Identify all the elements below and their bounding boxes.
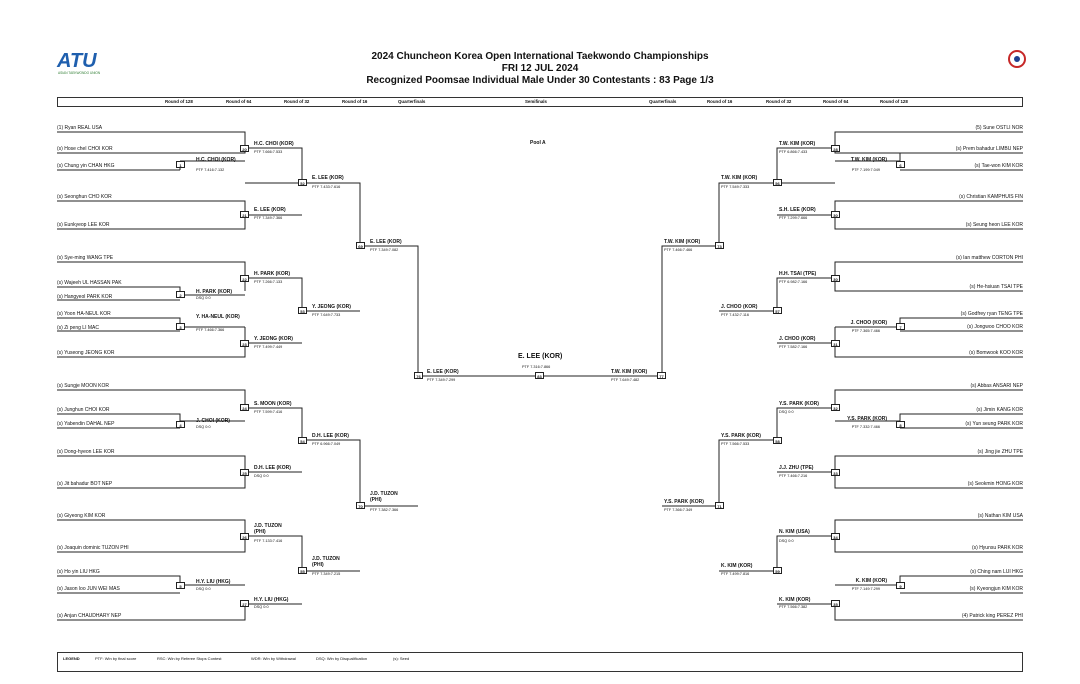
match-score: PTF 7.499:7.449 <box>254 345 283 349</box>
match-winner: H.C. CHOI (KOR) <box>254 141 294 147</box>
match-winner: T.W. KIM (KOR) <box>850 157 887 163</box>
match-number: 35 <box>831 600 840 607</box>
match-number: 69 <box>356 242 365 249</box>
match-number: 34 <box>831 533 840 540</box>
match-score: PTF 7.566:7.533 <box>721 442 750 446</box>
player-entry: (s) Yabendin DAHAL NEP <box>57 421 115 427</box>
match-number: 24 <box>240 404 249 411</box>
pool-label: Pool A <box>530 140 546 146</box>
match-winner: K. KIM (KOR) <box>855 578 887 584</box>
player-entry: (s) Seung heon LEE KOR <box>965 222 1023 228</box>
match-score: PTF 7.149:7.299 <box>851 587 880 591</box>
player-entry: (s) Chung yin CHAN HKG <box>57 163 115 169</box>
round-label: Quarterfinals <box>398 99 426 104</box>
match-score: PTF 7.365:7.466 <box>851 329 880 333</box>
match-score: DSQ 0:0 <box>254 605 269 609</box>
match-number: 2 <box>176 291 185 298</box>
player-entry: (s) Jimin KANG KOR <box>976 407 1023 413</box>
match-number: 1 <box>176 161 185 168</box>
match-score: PTF 7.349:7.366 <box>254 216 283 220</box>
match-winner: S. MOON (KOR) <box>254 401 292 407</box>
match-winner: J. CHOI (KOR) <box>196 418 230 424</box>
match-score: PTF 7.466:7.466 <box>664 248 693 252</box>
match-number: 32 <box>831 404 840 411</box>
match-score: PTF 7.382:7.366 <box>370 508 399 512</box>
match-number: 58 <box>773 437 782 444</box>
match-score: PTF 7.466:7.366 <box>196 328 225 332</box>
champion-name: E. LEE (KOR) <box>518 353 563 360</box>
match-score: PTF 7.499:7.816 <box>721 572 750 576</box>
match-number: 33 <box>831 469 840 476</box>
round-label: Round of 64 <box>823 99 849 104</box>
match-number: 54 <box>298 437 307 444</box>
player-entry: (1) Ryan REAL USA <box>57 125 103 131</box>
match-score: PTF 7.582:7.166 <box>779 345 808 349</box>
player-entry: (4) Patrick king PEREZ PHI <box>961 613 1023 619</box>
match-number: 7 <box>896 323 905 330</box>
match-number: 22 <box>240 275 249 282</box>
match-winner: J.D. TUZON (PHI) <box>312 556 340 568</box>
event-date: FRI 12 JUL 2024 <box>501 63 579 74</box>
player-entry: (s) Jit bahadur BOT NEP <box>57 481 113 487</box>
page-title: 2024 Chuncheon Korea Open International Taekwondo Championships <box>371 51 709 62</box>
player-entry: (s) Abbas ANSARI NEP <box>970 383 1023 389</box>
match-winner: E. LEE (KOR) <box>312 175 344 181</box>
player-entry: (s) Anjan CHAUDHARY NEP <box>57 613 122 619</box>
match-number: 31 <box>831 340 840 347</box>
match-winner: J. CHOO (KOR) <box>721 304 758 310</box>
round-label: Semifinals <box>525 99 547 104</box>
player-entry: (s) Hose chel CHOI KOR <box>57 146 113 152</box>
match-score: PTF 7.466:7.216 <box>779 474 808 478</box>
match-winner: Y.S. PARK (KOR) <box>664 499 704 505</box>
match-score: DSQ 0:0 <box>196 296 211 300</box>
legend-item: WDR: Win by Withdrawal <box>251 656 296 661</box>
match-score: PTF 7.566:7.382 <box>779 605 808 609</box>
match-winner: H.H. TSAI (TPE) <box>779 271 817 277</box>
match-winner: T.W. KIM (KOR) <box>721 175 758 181</box>
player-entry: (s) Christian KAMPHUIS FIN <box>959 194 1023 200</box>
match-number: 52 <box>298 179 307 186</box>
player-entry: (s) Yoon HA-NEUL KOR <box>57 311 111 317</box>
player-entry: (s) He-hsiuan TSAI TPE <box>969 284 1023 290</box>
player-entry: (s) Sungje MOON KOR <box>57 383 109 389</box>
match-number: 30 <box>831 275 840 282</box>
match-number: 8 <box>896 421 905 428</box>
match-winner: S.H. LEE (KOR) <box>779 207 816 213</box>
match-winner: J. CHOO (KOR) <box>850 320 887 326</box>
match-number: 53 <box>298 307 307 314</box>
match-number: 4 <box>176 421 185 428</box>
player-entry: (s) Ho yin LIU HKG <box>57 569 100 575</box>
match-number: 76 <box>414 372 423 379</box>
player-entry: (5) Sune OSTLI NOR <box>975 125 1023 131</box>
match-number: 6 <box>896 161 905 168</box>
match-number: 3 <box>176 323 185 330</box>
match-score: DSQ 0:0 <box>196 587 211 591</box>
player-entry: (s) Junghun CHOI KOR <box>57 407 110 413</box>
match-winner: J.D. TUZON (PHI) <box>370 491 398 503</box>
match-number: 21 <box>240 211 249 218</box>
player-entry: (s) Jing jie ZHU TPE <box>977 449 1023 455</box>
match-score: PTF 7.649:7.733 <box>312 313 341 317</box>
match-score: PTF 7.266:7.133 <box>254 280 283 284</box>
match-score: PTF 7.349:7.082 <box>370 248 399 252</box>
match-score: PTF 7.133:7.416 <box>254 539 283 543</box>
match-number: 26 <box>240 533 249 540</box>
match-winner: Y.S. PARK (KOR) <box>779 401 819 407</box>
match-number: 25 <box>240 469 249 476</box>
player-entry: (s) Bomwook KOO KOR <box>969 350 1023 356</box>
match-number: 28 <box>831 145 840 152</box>
match-winner: H. PARK (KOR) <box>196 289 233 295</box>
match-score: PTF 7.349:7.299 <box>427 378 456 382</box>
final-score: PTF 7.316:7.866 <box>522 365 551 369</box>
match-score: PTF 7.599:7.416 <box>254 410 283 414</box>
match-score: PTF 7.199:7.049 <box>851 168 880 172</box>
match-score: PTF 7.366:7.349 <box>664 508 693 512</box>
round-label: Quarterfinals <box>649 99 677 104</box>
match-score: PTF 7.433:7.616 <box>312 185 341 189</box>
legend-box <box>57 652 1023 672</box>
match-score: DSQ 0:0 <box>779 539 794 543</box>
match-number: 23 <box>240 340 249 347</box>
match-winner: T.W. KIM (KOR) <box>611 369 648 375</box>
player-entry: (s) Godfrey ryan TENG TPE <box>960 311 1023 317</box>
match-winner: H.C. CHOI (KOR) <box>196 157 236 163</box>
player-entry: (s) Dong-hyeon LEE KOR <box>57 449 115 455</box>
player-entry: (s) Seonghun CHO KOR <box>57 194 112 200</box>
player-entry: (s) Yuseong JEONG KOR <box>57 350 115 356</box>
match-winner: H.Y. LIU (HKG) <box>254 597 289 603</box>
player-entry: (s) Zi peng LI MAC <box>57 325 99 331</box>
logo-subtext: ASIAN TAEKWONDO UNION <box>58 71 101 75</box>
player-entry: (s) Giyeong KIM KOR <box>57 513 106 519</box>
match-score: PTF 7.549:7.333 <box>721 185 750 189</box>
match-number: 83 <box>535 372 544 379</box>
match-number: 27 <box>240 600 249 607</box>
match-number: 71 <box>715 502 724 509</box>
round-label: Round of 16 <box>342 99 368 104</box>
legend-item: DSQ: Win by Disqualification <box>316 656 368 661</box>
legend-item: PTF: Win by final score <box>95 656 137 661</box>
match-score: PTF 6.966:7.049 <box>312 442 341 446</box>
player-entry: (s) Hyunsu PARK KOR <box>971 545 1023 551</box>
match-winner: Y. JEONG (KOR) <box>254 336 293 342</box>
match-winner: J. CHOO (KOR) <box>779 336 816 342</box>
match-number: 5 <box>176 582 185 589</box>
match-number: 30 <box>831 211 840 218</box>
match-winner: J.D. TUZON (PHI) <box>254 523 282 535</box>
match-score: DSQ 0:0 <box>779 410 794 414</box>
match-winner: Y.S. PARK (KOR) <box>847 416 887 422</box>
match-number: 20 <box>240 145 249 152</box>
match-number: 73 <box>715 242 724 249</box>
match-winner: K. KIM (KOR) <box>721 563 753 569</box>
player-entry: (s) Yun seung PARK KOR <box>965 421 1023 427</box>
player-entry: (s) Sye-ming WANG TPE <box>57 255 114 261</box>
match-score: PTF 7.349:7.215 <box>312 572 341 576</box>
round-label: Round of 32 <box>284 99 310 104</box>
match-number: 70 <box>356 502 365 509</box>
player-entry: (s) Nathan KIM USA <box>977 513 1023 519</box>
legend-title: LEGEND <box>63 656 80 661</box>
match-score: PTF 7.649:7.482 <box>611 378 640 382</box>
round-label: Round of 128 <box>880 99 908 104</box>
player-entry: (s) Jason loo JUN WEI MAS <box>57 586 120 592</box>
match-number: 9 <box>896 582 905 589</box>
match-number: 55 <box>298 567 307 574</box>
player-entry: (s) Tae-won KIM KOR <box>974 163 1023 169</box>
player-entry: (s) Eunkyeop LEE KOR <box>57 222 110 228</box>
match-winner: Y.S. PARK (KOR) <box>721 433 761 439</box>
match-winner: E. LEE (KOR) <box>370 239 402 245</box>
player-entry: (s) Kyeongjun KIM KOR <box>969 586 1023 592</box>
match-winner: Y. JEONG (KOR) <box>312 304 351 310</box>
match-winner: D.H. LEE (KOR) <box>254 465 291 471</box>
match-winner: H.Y. LIU (HKG) <box>196 579 231 585</box>
player-entry: (s) Prem bahadur LIMBU NEP <box>955 146 1023 152</box>
match-number: 77 <box>657 372 666 379</box>
player-entry: (s) Ian matthew CORTON PHI <box>955 255 1023 261</box>
player-entry: (s) Ching nam LUI HKG <box>970 569 1023 575</box>
logo-text: ATU <box>57 50 97 72</box>
round-label: Round of 16 <box>707 99 733 104</box>
match-score: PTF 6.866:7.433 <box>779 150 808 154</box>
player-entry: (s) Hangyeol PARK KOR <box>57 294 113 300</box>
match-score: DSQ 0:0 <box>254 474 269 478</box>
round-label: Round of 32 <box>766 99 792 104</box>
match-score: PTF 7.332:7.466 <box>851 425 880 429</box>
round-label: Round of 64 <box>226 99 252 104</box>
match-score: PTF 7.432:7.116 <box>721 313 750 317</box>
match-winner: K. KIM (KOR) <box>779 597 811 603</box>
match-winner: D.H. LEE (KOR) <box>312 433 349 439</box>
match-score: DSQ 0:0 <box>196 425 211 429</box>
match-winner: T.W. KIM (KOR) <box>664 239 701 245</box>
match-winner: E. LEE (KOR) <box>427 369 459 375</box>
player-entry: (s) Joaquin dominic TUZON PHI <box>57 545 129 551</box>
match-winner: H. PARK (KOR) <box>254 271 291 277</box>
player-entry: (s) Seokmin HONG KOR <box>967 481 1023 487</box>
match-score: PTF 7.416:7.132 <box>196 168 225 172</box>
match-winner: T.W. KIM (KOR) <box>779 141 816 147</box>
player-entry: (s) Jongwoo CHOO KOR <box>967 324 1023 330</box>
round-label: Round of 128 <box>165 99 193 104</box>
match-number: 59 <box>773 567 782 574</box>
match-score: PTF 7.666:7.533 <box>254 150 283 154</box>
match-winner: N. KIM (USA) <box>779 529 810 535</box>
match-winner: J.J. ZHU (TPE) <box>779 465 814 471</box>
match-number: 56 <box>773 179 782 186</box>
match-number: 57 <box>773 307 782 314</box>
player-entry: (s) Wajeeh UL HASSAN PAK <box>57 280 122 286</box>
match-winner: Y. HA-NEUL (KOR) <box>196 314 240 320</box>
legend-item: RSC: Win by Referee Stops Contest <box>157 656 222 661</box>
match-winner: E. LEE (KOR) <box>254 207 286 213</box>
legend-item: (s): Seed <box>393 656 410 661</box>
match-score: PTF 6.982:7.166 <box>779 280 808 284</box>
match-score: PTF 7.299:7.666 <box>779 216 808 220</box>
event-subtitle: Recognized Poomsae Individual Male Under 30 Contestants : 83 Page 1/3 <box>366 75 714 86</box>
